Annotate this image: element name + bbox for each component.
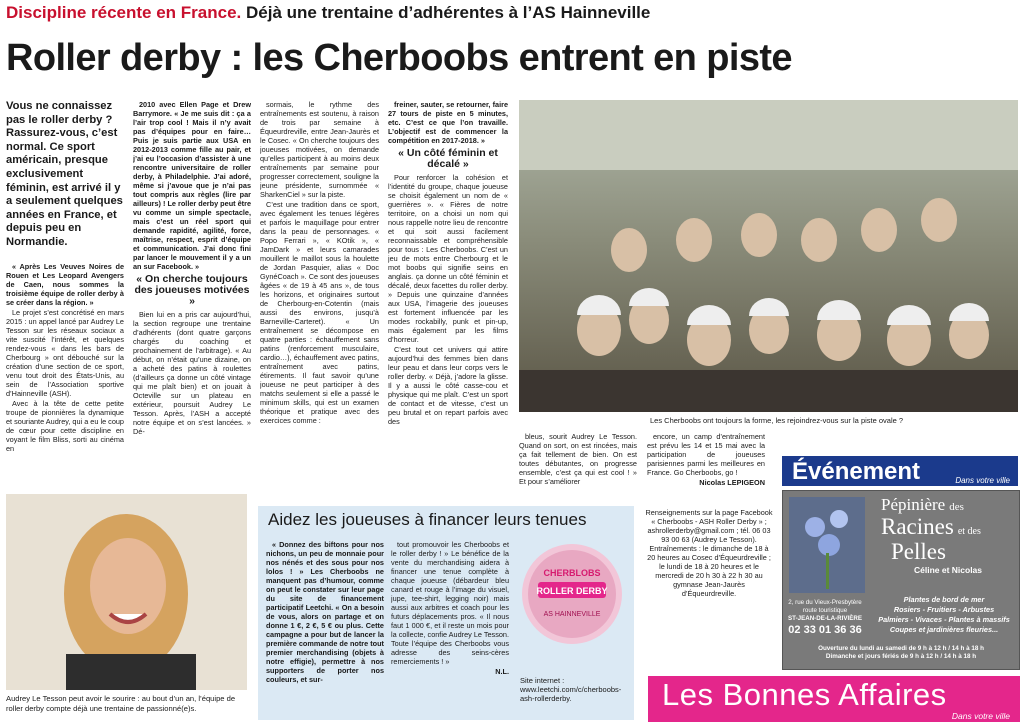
ad-b1: Plantes de bord de mer: [903, 595, 985, 604]
ad-phone: 02 33 01 36 36: [788, 624, 862, 636]
article-column-4: [388, 100, 508, 495]
portrait-photo: [6, 494, 247, 690]
article-paragraph: Avec à la tête de cette petite troupe de pionnières la dynamique et souriante Audrey, qui a eu le coup de cœur pour cette discipline en voyant le film Bliss, sorti au cinéma en: [6, 399, 124, 453]
article-column-6: [647, 432, 765, 502]
ad-l1: Pépinière: [881, 495, 946, 514]
article-paragraph: C’est tout cet univers qui attire aujourd’hui des femmes bien dans leur peau et dans leur corps vers le roller derby. « Déjà, j’adore la glisse. Il y a aussi le côté casse-cou et physique qui me plaît. C’est un sport de contact et de vitesse, c’est un peu brutal et on repart parfois avec des: [388, 345, 508, 426]
article-column-2: [133, 100, 251, 495]
ad-addr1: 2, rue du Vieux-Presbytère: [788, 599, 862, 606]
bonnes-affaires-banner: [648, 676, 1020, 722]
cherboobs-logo: [520, 542, 624, 646]
article-paragraph: bleus, sourit Audrey Le Tesson. Quand on sort, on est rincées, mais ça fait tellement de bien. On est toutes débutantes, on progresse ensemble, c’est ça qui est cool ! » Et pour s’améliorer: [519, 432, 637, 486]
financing-site: Site internet : www.leetchi.com/c/cherboobs-ash-rollerderby.: [520, 676, 622, 703]
bonnes-sub: Dans votre ville: [951, 711, 1010, 721]
kicker-red: Discipline récente en France.: [6, 3, 242, 22]
article-paragraph: encore, un camp d’entraînement est prévu les 14 et 15 mai avec la participation de joueuses parisiennes parmi les meilleures en France. Go Cherboobs, go !: [647, 432, 765, 477]
subheading: « On cherche toujours des joueuses motivées »: [134, 273, 250, 307]
ad-hours: [785, 645, 1017, 661]
article-paragraph: C’est une tradition dans ce sport, avec également les tenues légères et parfois le maquillage pour entrer dans la peau de personnages. « Popo Ferrari », « KOtik », « JamDark » et leurs camarades mouillent le maillot sous la houlette de Jordan Pasquier, alias « Doc GynéCoach ». Ce sont des joueuses âgées « de 19 à 45 ans », de tous les horizons, et originaires surtout de Cherbourg-en-Cotentin (mais aussi des environs, jusqu’à Barneville-Carteret). « Un entraînement se décompose en quatre parties : échauffement sans patins (renforcement musculaire, cardio…), échauffement avec patins, entraînement avec patins, étirements. Il faut savoir qu’une joueuse ne peut participer à des matchs seulement si elle a passé le minimum skills, qui est un examen théorique et pratique avec des exercices comme :: [260, 200, 379, 425]
financing-column-1: [266, 540, 384, 718]
article-column-1: [6, 262, 124, 492]
evenement-sub: Dans votre ville: [955, 476, 1010, 485]
team-caption: Les Cherboobs ont toujours la forme, les rejoindrez-vous sur la piste ovale ?: [650, 416, 904, 425]
ad-hours2: Dimanche et jours fériés de 9 h à 12 h / 14 h à 18 h: [825, 653, 977, 660]
financing-sign: N.L.: [495, 667, 509, 676]
article-column-3: [260, 100, 379, 495]
kicker-black: Déjà une trentaine d’adhérentes à l’AS Hainneville: [246, 3, 651, 22]
logo-bot-text: AS HAINNEVILLE: [543, 611, 601, 618]
evenement-header: [782, 456, 1018, 486]
ad-b2: Rosiers - Fruitiers - Arbustes: [893, 605, 995, 614]
headline: Roller derby : les Cherboobs entrent en piste: [6, 37, 792, 79]
article-paragraph: sormais, le rythme des entraînements est soutenu, à raison de trois par semaine à Équeurdreville, entre Jean-Jaurès et le Cosec. « On cherche toujours des joueuses motivées, on demande qu’elles participent à au moins deux entraînements par semaine pour progresser correctement, souligne la jeune présidente, surnommée « SharkenCiel » sur la piste.: [260, 100, 379, 199]
ad-b4: Coupes et jardinières fleuries...: [889, 625, 999, 634]
ad-hours1: Ouverture du lundi au samedi de 9 h à 12 h / 14 h à 18 h: [818, 645, 984, 652]
ad-address: [785, 599, 865, 637]
logo-top-text: CHERBLOBS: [543, 568, 601, 578]
ad-brand: [881, 495, 1015, 565]
ad-addr2: route touristique: [802, 607, 848, 614]
ad-products: [871, 595, 1017, 635]
bonnes-title: Les Bonnes Affaires: [662, 677, 947, 712]
ad-owners: Céline et Nicolas: [913, 565, 983, 575]
ad-l2: des: [949, 501, 964, 513]
article-paragraph: Bien lui en a pris car aujourd’hui, la section regroupe une trentaine d’adhérents (dont quatre garçons chargés du coaching et prochainement de l’arbitrage). « Au début, on n’était qu’une dizaine, on a acheté des patins à roulettes (d’ailleurs ça donne un côté vintage qui me plaît bien) et on jouait à Octeville sur un plateau en extérieur, poursuit Audrey Le Tesson. Après, l’ASH a accepté notre équipe et on s’est lancées. » Dé-: [133, 310, 251, 436]
author: Nicolas LEPIGEON: [699, 478, 765, 487]
financing-column-2: [391, 540, 509, 716]
article-paragraph: Pour renforcer la cohésion et l’identité du groupe, chaque joueuse se choisit également un nom de « guerrières ». « Fières de notre territoire, on a choisi un nom qui nous rappelle notre lieu de rencontre et qui soit aussi facilement reconnaissable et compréhensible pour tous : Les Cherboobs. C’est un jeu de mots entre Cherbourg et le mot boobs qui signifie seins en anglais. ça donne un côté féminin et décalé, deux facettes du roller derby. » Depuis une quinzaine d’années aux USA, l’imagerie des joueuses est fortement influencée par les modes rockabilly, punk et pin-up, mais également par les films d’horreur.: [388, 173, 508, 344]
article-paragraph: freiner, sauter, se retourner, faire 27 tours de piste en 5 minutes, etc. C’est ce que l’on travaille. L’objectif est de commencer la compétition en 2017-2018. »: [388, 100, 508, 145]
team-illustration: [519, 100, 1018, 412]
financing-paragraph: « Donnez des biftons pour nos nichons, un peu de monnaie pour nos nénés et des sous pour nos lolos ! » Les Cherboobs ne manquent pas d’humour, comme on peut le constater sur leur page du site de financement participatif Leetchi. « On a besoin de vous, alors on partage et on donne 1 €, 2 €, 5 € ou plus. Cette campagne a pour but de lancer la première commande de notre tout premier merchandising (objets à notre effigie), permettre à nos supporters de porter nos couleurs, et sur-: [266, 540, 384, 684]
ad-l5: Pelles: [891, 539, 946, 564]
article-paragraph: Le projet s’est concrétisé en mars 2015 : un appel lancé par Audrey Le Tesson sur les réseaux sociaux a vite suscité l’intérêt, et quelques rendez-vous « dans les bars de Cherbourg » ont débouché sur la création d’une section de ce sport, venu tout droit des États-Unis, au sein de l’Association sportive d’Hainneville (ASH).: [6, 308, 124, 398]
intro-text: Vous ne connaissez pas le roller derby ? Rassurez-vous, c’est normal. Ce sport américain, presque exclusivement féminin, est arrivé il y a seulement quelques années en France, et depuis peu en Normandie.: [6, 100, 123, 248]
article-column-5: [519, 432, 637, 494]
ad-l4: et des: [957, 526, 981, 537]
subheading: « Un côté féminin et décalé »: [398, 147, 498, 170]
financing-box: [258, 506, 634, 720]
ad-l3: Racines: [881, 514, 954, 539]
ad-b3: Palmiers - Vivaces - Plantes à massifs: [878, 615, 1010, 624]
ad-addr3: ST-JEAN-DE-LA-RIVIÈRE: [788, 615, 862, 622]
flower-icon: [789, 497, 865, 593]
portrait-caption: Audrey Le Tesson peut avoir le sourire : au bout d’un an, l’équipe de roller derby compte déjà une trentaine de passionné(e)s.: [6, 694, 236, 713]
kicker: [6, 3, 650, 23]
info-block: [645, 508, 773, 668]
article-paragraph: « Après Les Veuves Noires de Rouen et Les Leopard Avengers de Caen, nous sommes la troisième équipe de roller derby à se créer dans la région. »: [6, 262, 124, 307]
article-paragraph: 2010 avec Ellen Page et Drew Barrymore. « Je me suis dit : ça a l’air trop cool ! Mais il n’y avait pas d’équipes pour en faire… Puis je suis partie aux USA en 2012-2013 comme fille au pair, et j’ai eu l’occasion d’assister à une rencontre universitaire de roller derby, à Philadelphie. J’ai adoré, même si j’avoue que je n’ai pas tout compris aux règles (lire par ailleurs) ! Le roller derby peut être vu comme un simple spectacle, mais c’est un réel sport qui demande rapidité, agilité, force, maîtrise, respect, esprit d’équipe et communication. J’ai donc fini par lancer le mouvement il y a un an sur Facebook. »: [133, 100, 251, 271]
team-photo: [519, 100, 1018, 412]
pepiniere-ad: [782, 490, 1020, 670]
portrait-illustration: [6, 494, 247, 690]
info-paragraph: Renseignements sur la page Facebook « Cherboobs - ASH Roller Derby » ; ashrollerderby@gmail.com ; tél. 06 03 93 00 63 (Audrey Le Tesson). Entraînements : le dimanche de 18 à 20 heures au Cosec d’Équeurdreville ; le lundi de 18 à 20 heures et le mercredi de 20 h 30 à 22 h 30 au gymnase Jean-Jaurès d’Équeurdreville.: [645, 508, 773, 598]
financing-title: Aidez les joueuses à financer leurs tenues: [268, 510, 587, 529]
logo-mid-text: ROLLER DERBY: [536, 586, 608, 596]
evenement-title: Événement: [792, 458, 921, 485]
financing-paragraph: tout promouvoir les Cherboobs et le roller derby ! » Le bénéfice de la vente du merchandising aidera à financer une tenue complète à chaque joueuse (débardeur bleu canard et rouge à l’image du visuel, jupe, tee-shirt, legging noir) mais aussi aux arbitres et coach pour les futurs déplacements pros. « Il nous faut 1 000 €, et il reste un mois pour la collecte, confie Audrey Le Tesson. Toute l’équipe des Cherboobs vous adresse des seins-cères remerciements ! »: [391, 540, 509, 666]
